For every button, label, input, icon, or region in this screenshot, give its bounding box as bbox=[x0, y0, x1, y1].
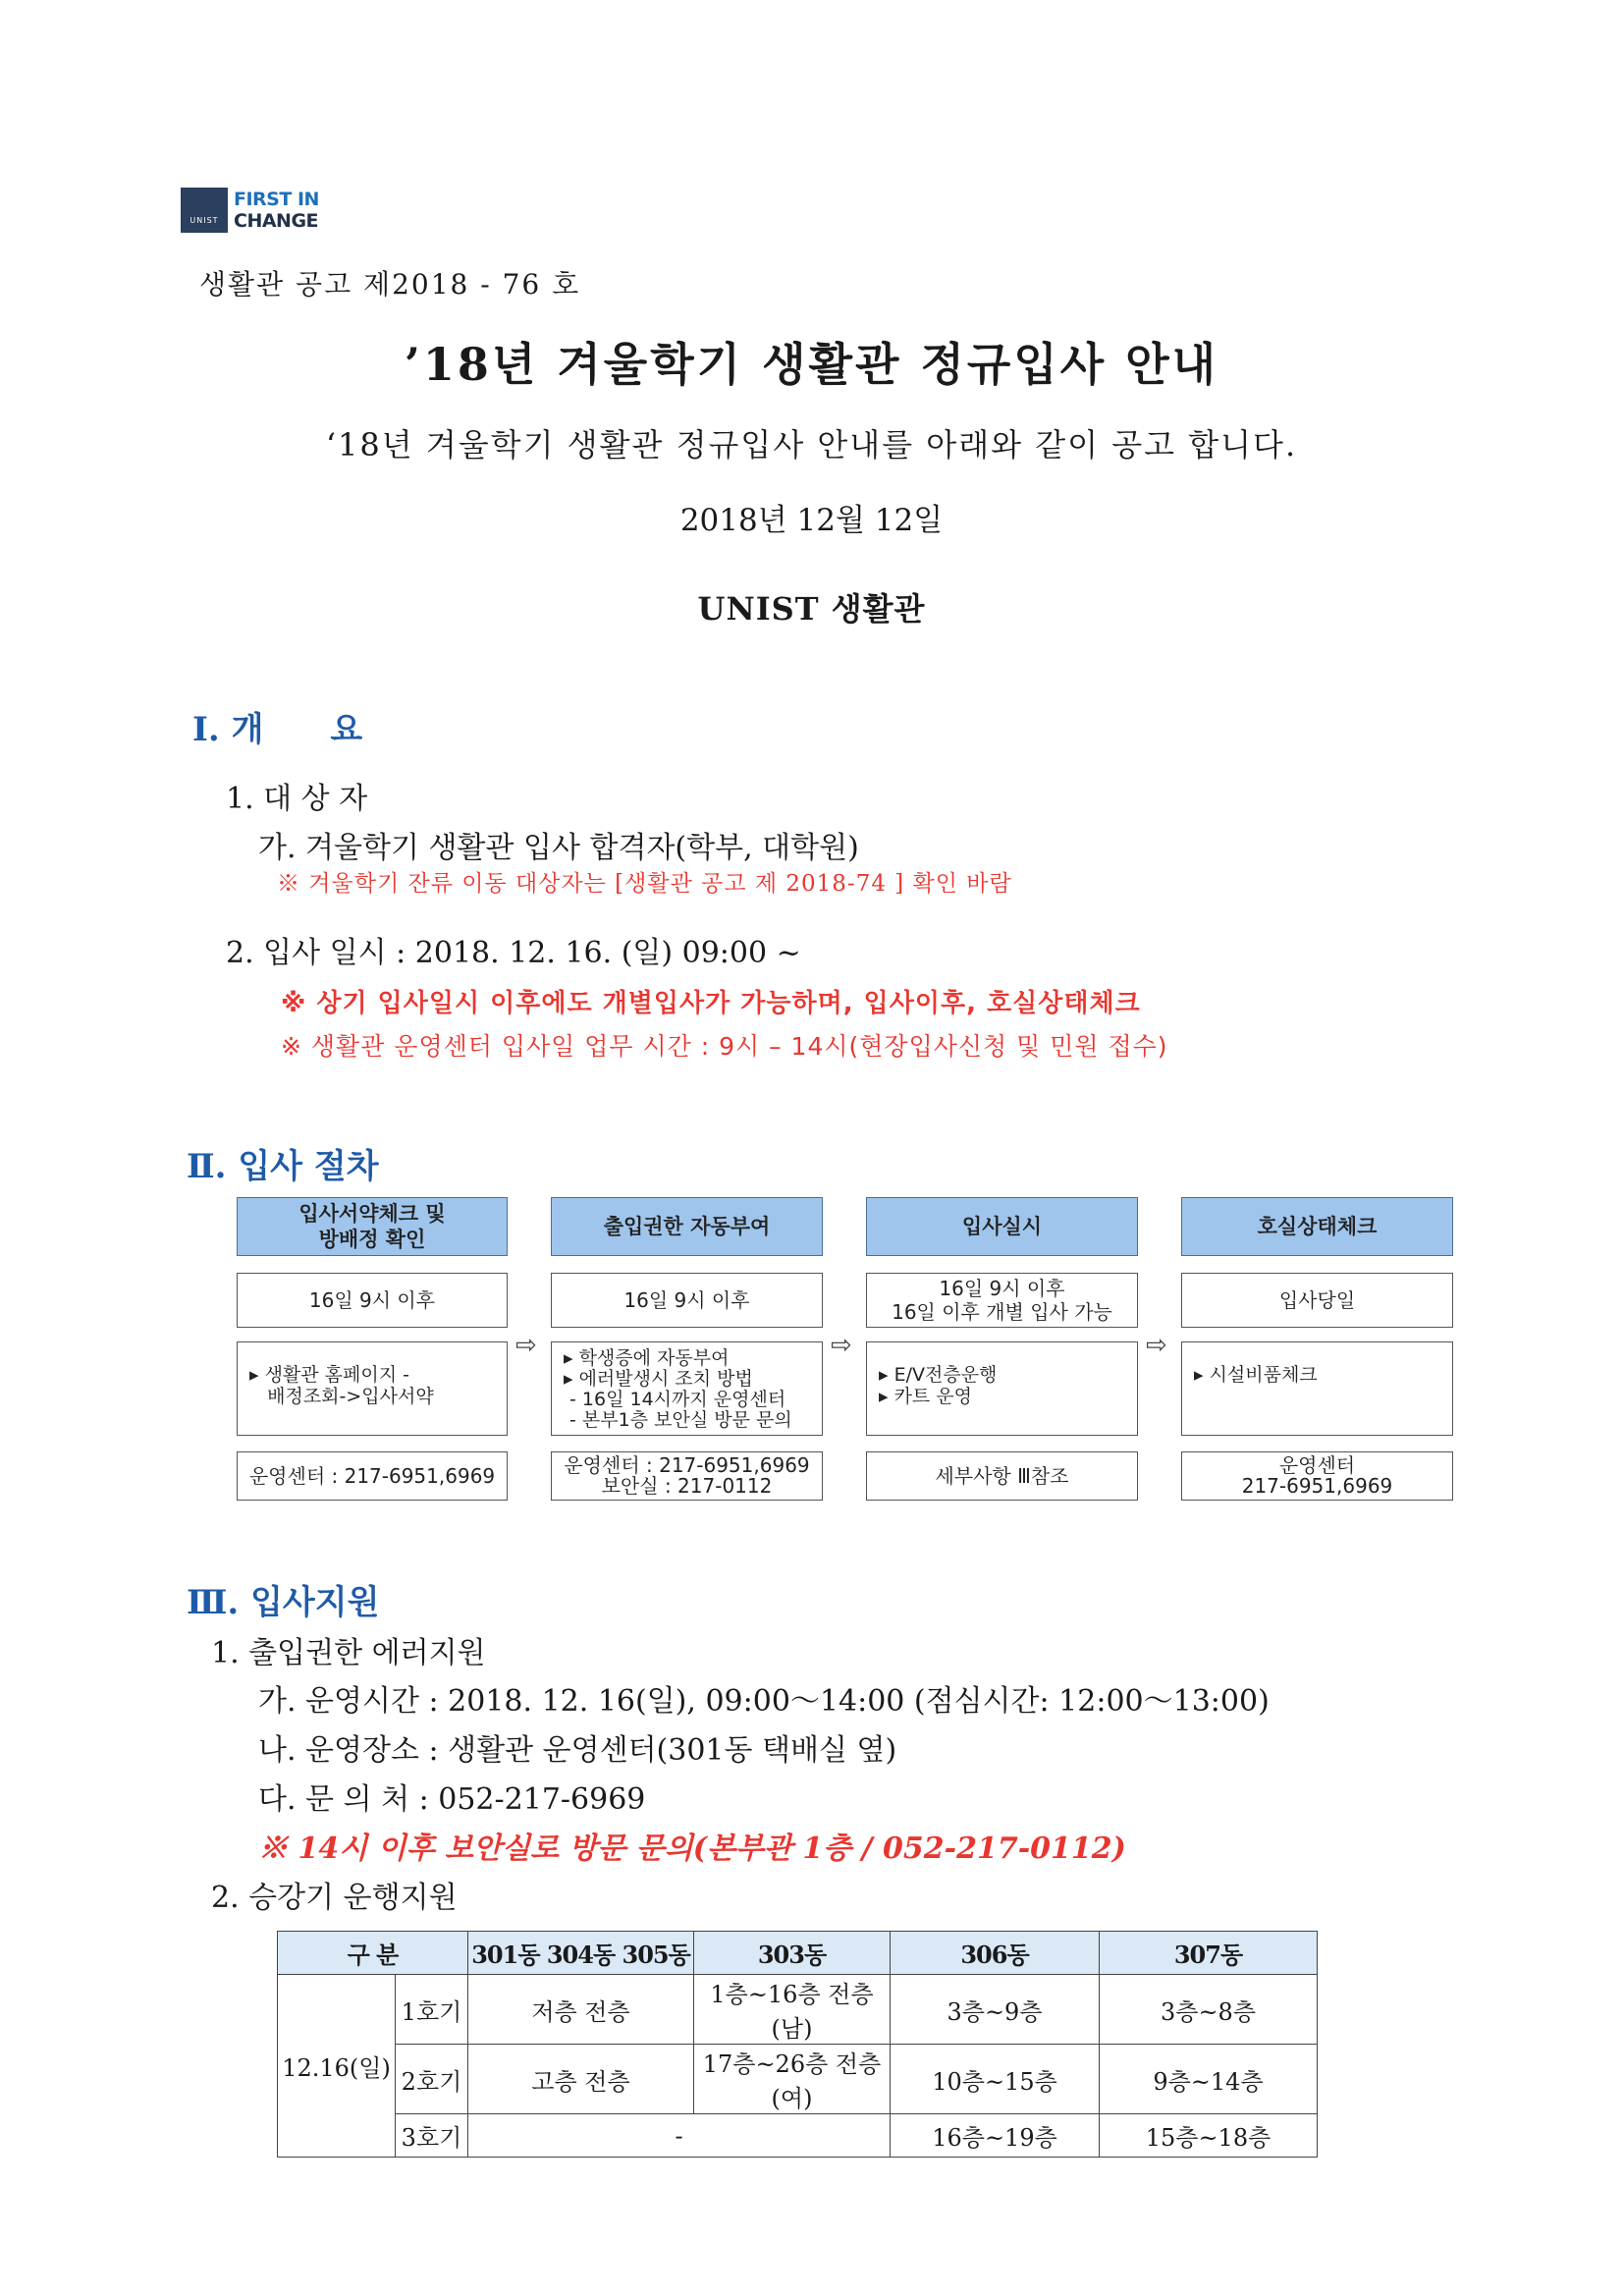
section3-item1a: 가. 운영시간 : 2018. 12. 16(일), 09:00～14:00 (점심시간: 12:00～13:00) bbox=[258, 1684, 1270, 1719]
step1-header-line2: 방배정 확인 bbox=[318, 1228, 426, 1251]
step4-details bbox=[1181, 1341, 1453, 1436]
step3-time-line2: 16일 이후 개별 입사 가능 bbox=[892, 1300, 1112, 1324]
table-cell: 저층 전층 bbox=[468, 1975, 694, 2045]
step2-time-text: 16일 9시 이후 bbox=[623, 1288, 750, 1312]
step2-contact-line2: 보안실 : 217-0112 bbox=[601, 1474, 773, 1498]
table-cell: 1호기 bbox=[396, 1975, 468, 2045]
step2-time bbox=[551, 1273, 823, 1328]
step3-details bbox=[866, 1341, 1138, 1436]
page-subtitle: ‘18년 겨울학기 생활관 정규입사 안내를 아래와 같이 공고 합니다. bbox=[325, 426, 1298, 464]
logo-line1: FIRST IN bbox=[234, 189, 319, 210]
step2-header-text: 출입권한 자동부여 bbox=[603, 1215, 771, 1238]
step3-header-text: 입사실시 bbox=[961, 1215, 1043, 1238]
elevator-table bbox=[277, 1931, 1318, 2158]
step4-header-text: 호실상태체크 bbox=[1257, 1215, 1378, 1238]
table-header-cell: 307동 bbox=[1100, 1932, 1318, 1975]
section1-heading: Ⅰ. 개 요 bbox=[192, 710, 363, 749]
section1-item2-note2: ※ 생활관 운영센터 입사일 업무 시간 : 9시 – 14시(현장입사신청 및 민원 접수) bbox=[281, 1032, 1168, 1061]
step1-details bbox=[237, 1341, 508, 1436]
table-cell: 10층~15층 bbox=[891, 2045, 1100, 2114]
table-cell: 2호기 bbox=[396, 2045, 468, 2114]
table-row bbox=[278, 2045, 1318, 2114]
section3-item1-note: ※ 14시 이후 보안실로 방문 문의(본부관 1층 / 052-217-0112) bbox=[258, 1831, 1126, 1866]
issuer: UNIST 생활관 bbox=[697, 590, 926, 628]
step1-contact-text: 운영센터 : 217-6951,6969 bbox=[248, 1464, 496, 1488]
step1-detail: ▸ 생활관 홈페이지 - bbox=[249, 1364, 409, 1386]
section3-heading: Ⅲ. 입사지원 bbox=[187, 1583, 380, 1622]
logo-slogan bbox=[234, 189, 319, 232]
notice-date: 2018년 12월 12일 bbox=[679, 503, 944, 538]
section3-item1c: 다. 문 의 처 : 052-217-6969 bbox=[258, 1782, 646, 1817]
table-header-cell: 303동 bbox=[694, 1932, 891, 1975]
flow-arrow-icon: ⇨ bbox=[831, 1331, 852, 1360]
step3-time-line1: 16일 9시 이후 bbox=[939, 1277, 1065, 1300]
step3-detail: ▸ 카트 운영 bbox=[879, 1386, 973, 1407]
section3-item2: 2. 승강기 운행지원 bbox=[211, 1881, 458, 1915]
table-cell: 3호기 bbox=[396, 2114, 468, 2158]
step1-detail: 배정조회->입사서약 bbox=[249, 1386, 434, 1407]
step2-contact bbox=[551, 1451, 823, 1501]
step2-header bbox=[551, 1197, 823, 1256]
table-cell: - bbox=[468, 2114, 891, 2158]
logo-line2: CHANGE bbox=[234, 210, 319, 232]
notice-number: 생활관 공고 제2018 - 76 호 bbox=[199, 268, 581, 301]
step4-contact-line2: 217-6951,6969 bbox=[1241, 1474, 1393, 1498]
page-title: ’18년 겨울학기 생활관 정규입사 안내 bbox=[404, 338, 1219, 391]
step2-detail: - 16일 14시까지 운영센터 bbox=[564, 1389, 786, 1410]
section1-item1a: 가. 겨울학기 생활관 입사 합격자(학부, 대학원) bbox=[258, 831, 859, 865]
table-header-cell: 구 분 bbox=[278, 1932, 468, 1975]
step3-time bbox=[866, 1273, 1138, 1328]
table-cell: 고층 전층 bbox=[468, 2045, 694, 2114]
step1-time-text: 16일 9시 이후 bbox=[308, 1288, 436, 1312]
logo-mark: UNIST bbox=[181, 188, 228, 233]
step2-detail: - 본부1층 보안실 방문 문의 bbox=[564, 1409, 792, 1431]
section1-item2-note1: ※ 상기 입사일시 이후에도 개별입사가 가능하며, 입사이후, 호실상태체크 bbox=[281, 989, 1141, 1018]
step4-detail: ▸ 시설비품체크 bbox=[1194, 1364, 1318, 1386]
section1-item1: 1. 대 상 자 bbox=[226, 782, 368, 816]
table-cell: 9층~14층 bbox=[1100, 2045, 1318, 2114]
section1-item1-note: ※ 겨울학기 잔류 이동 대상자는 [생활관 공고 제 2018-74 ] 확인 바람 bbox=[277, 871, 1012, 897]
table-header-cell: 306동 bbox=[891, 1932, 1100, 1975]
step2-details bbox=[551, 1341, 823, 1436]
step1-contact bbox=[237, 1451, 508, 1501]
step4-time-text: 입사당일 bbox=[1278, 1288, 1356, 1312]
table-row bbox=[278, 2114, 1318, 2158]
table-cell: 15층~18층 bbox=[1100, 2114, 1318, 2158]
step3-contact bbox=[866, 1451, 1138, 1501]
flow-arrow-icon: ⇨ bbox=[1146, 1331, 1167, 1360]
step3-detail: ▸ E/V전층운행 bbox=[879, 1364, 998, 1386]
step4-contact bbox=[1181, 1451, 1453, 1501]
step3-contact-text: 세부사항 Ⅲ참조 bbox=[935, 1464, 1069, 1488]
table-header-row bbox=[278, 1932, 1318, 1975]
table-header-cell: 301동 304동 305동 bbox=[468, 1932, 694, 1975]
section3-item1b: 나. 운영장소 : 생활관 운영센터(301동 택배실 옆) bbox=[258, 1733, 897, 1768]
table-cell: 1층~16층 전층(남) bbox=[694, 1975, 891, 2045]
step4-contact-line1: 운영센터 bbox=[1278, 1453, 1356, 1477]
step2-detail: ▸ 학생증에 자동부여 bbox=[564, 1347, 730, 1369]
table-row bbox=[278, 1975, 1318, 2045]
table-cell: 17층~26층 전층(여) bbox=[694, 2045, 891, 2114]
step1-time bbox=[237, 1273, 508, 1328]
step2-detail: ▸ 에러발생시 조치 방법 bbox=[564, 1368, 753, 1390]
step2-contact-line1: 운영센터 : 217-6951,6969 bbox=[564, 1453, 810, 1477]
step1-header-line1: 입사서약체크 및 bbox=[298, 1202, 446, 1226]
section2-heading: Ⅱ. 입사 절차 bbox=[187, 1147, 379, 1186]
section3-item1: 1. 출입권한 에러지원 bbox=[211, 1636, 486, 1670]
unist-logo bbox=[181, 187, 319, 234]
step4-time bbox=[1181, 1273, 1453, 1328]
table-cell: 3층~9층 bbox=[891, 1975, 1100, 2045]
step3-header bbox=[866, 1197, 1138, 1256]
table-date-cell: 12.16(일) bbox=[278, 1975, 396, 2158]
step1-header bbox=[237, 1197, 508, 1256]
flow-arrow-icon: ⇨ bbox=[515, 1331, 537, 1360]
table-cell: 3층~8층 bbox=[1100, 1975, 1318, 2045]
section1-item2: 2. 입사 일시 : 2018. 12. 16. (일) 09:00 ~ bbox=[226, 936, 801, 970]
step4-header bbox=[1181, 1197, 1453, 1256]
table-cell: 16층~19층 bbox=[891, 2114, 1100, 2158]
